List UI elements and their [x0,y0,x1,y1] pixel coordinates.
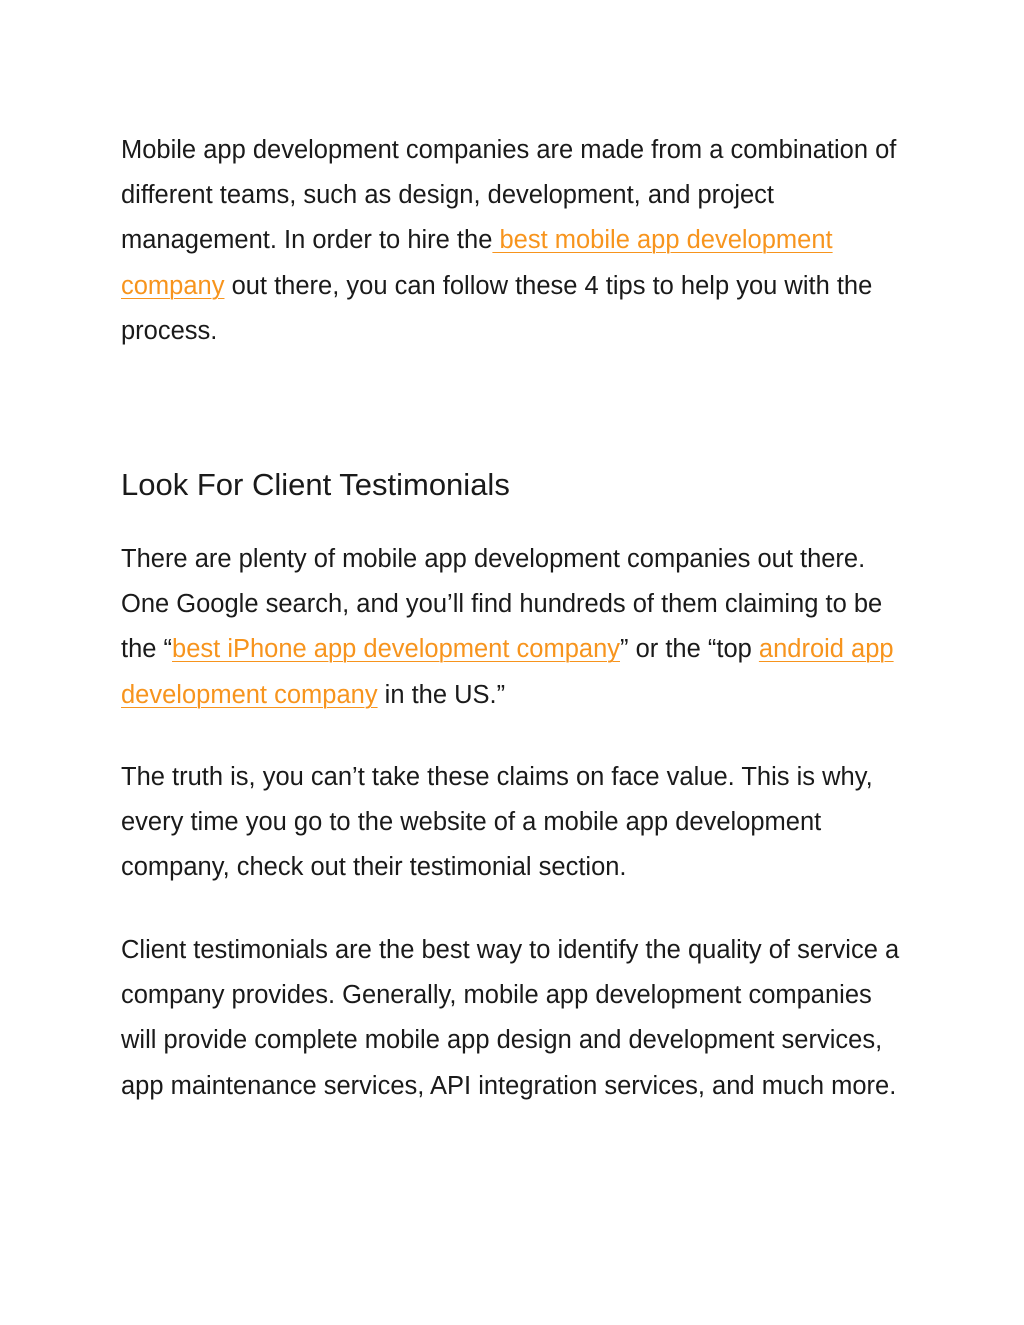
intro-text-after-link: out there, you can follow these 4 tips to help you with the process. [121,271,873,345]
intro-text-before-link: Mobile app development companies are made from a combination of different teams, such as design, development, and project management. In order to hire the [121,136,897,255]
testimonials-paragraph-1 [121,537,911,718]
android-app-company-link[interactable]: android app development company [121,635,894,709]
best-iphone-app-company-link[interactable]: best iPhone app development company [172,635,620,664]
paragraph1-text-part3: in the US.” [377,680,506,709]
best-mobile-app-company-link[interactable]: best mobile app development company [121,226,833,300]
testimonials-paragraph-2: The truth is, you can’t take these claims on face value. This is why, every time you go to the website of a mobile app development company, check out their testimonial section. [121,763,873,882]
document-page [121,128,911,1100]
testimonials-paragraph-3: Client testimonials are the best way to identify the quality of service a company provides. Generally, mobile app development companies will provide complete mobile app design and development services, app maintenance services, API integration services, and much more. [121,936,900,1100]
section-heading: Look For Client Testimonials [121,467,510,502]
intro-paragraph [121,128,911,354]
paragraph1-text-part1: There are plenty of mobile app development companies out there. One Google search, and you’ll find hundreds of them claiming to be the “ [121,545,883,664]
paragraph1-text-part2: ” or the “top [620,635,759,664]
